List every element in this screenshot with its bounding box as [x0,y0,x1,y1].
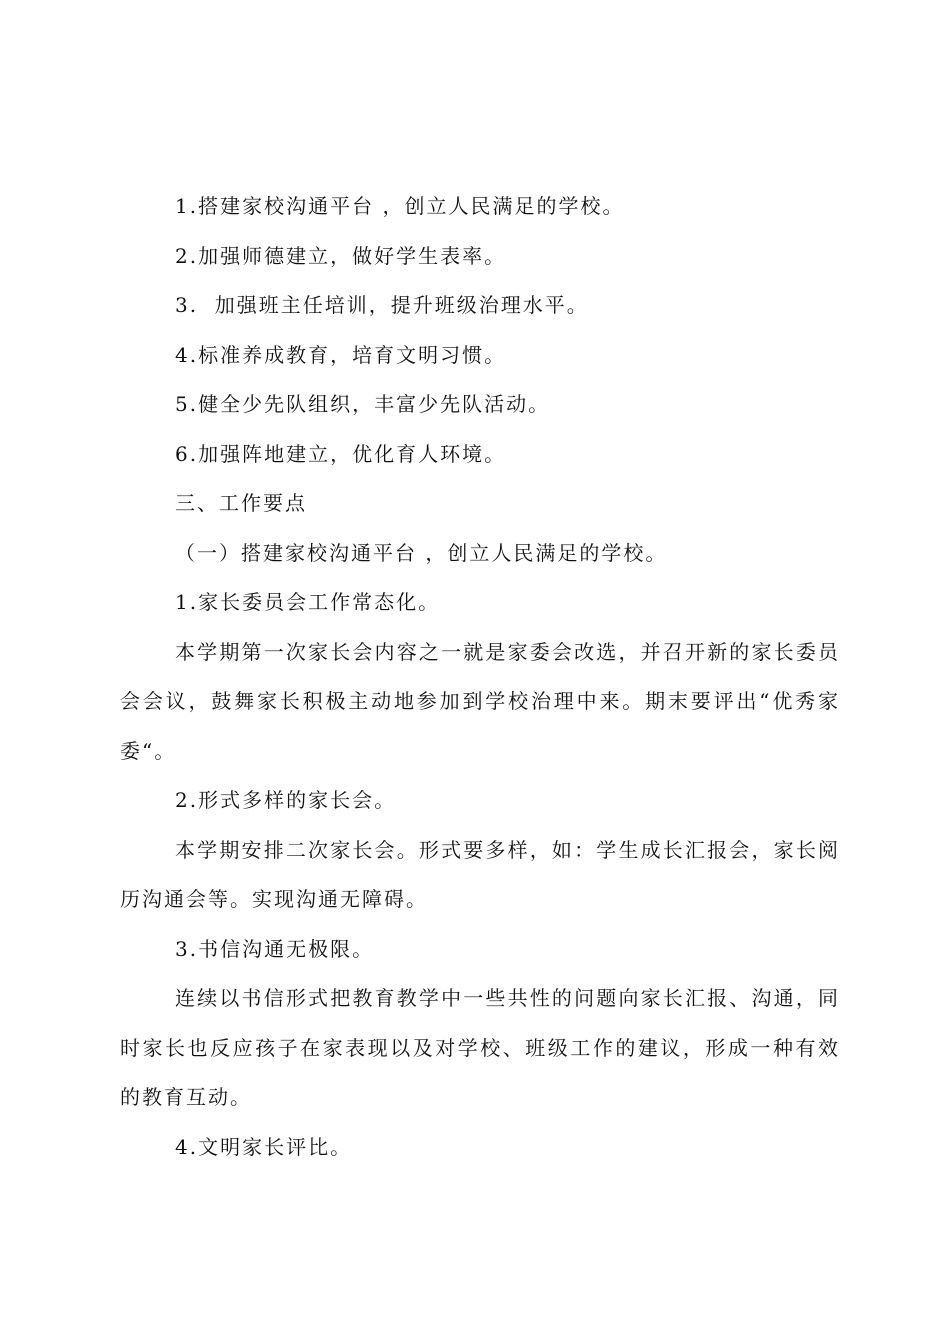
paragraph: 本学期第一次家长会内容之一就是家委会改选，并召开新的家长委员会会议，鼓舞家长积极主动地参加到学校治理中来。期末要评出“优秀家委“。 [120,639,840,763]
paragraph: 4.标准养成教育，培育文明习惯。 [175,342,507,367]
paragraph: 连续以书信形式把教育教学中一些共性的问题向家长汇报、沟通，同时家长也反应孩子在家表现以及对学校、班级工作的建议，形成一种有效的教育互动。 [120,986,840,1109]
paragraph: 2.形式多样的家长会。 [175,788,397,812]
document-body [120,182,840,1172]
paragraph: 本学期安排二次家长会。形式要多样，如：学生成长汇报会，家长阅历沟通会等。实现沟通无障碍。 [120,837,840,911]
paragraph: 4.文明家长评比。 [175,1134,353,1159]
paragraph: 1.家长委员会工作常态化。 [175,590,441,614]
section-heading: 三、工作要点 [175,491,307,515]
paragraph: 3. 加强班主任培训，提升班级治理水平。 [175,293,589,317]
paragraph: 6.加强阵地建立，优化育人环境。 [175,441,507,466]
paragraph: 5.健全少先队组织，丰富少先队活动。 [175,392,551,416]
paragraph: 1.搭建家校沟通平台 ，创立人民满足的学校。 [175,194,625,218]
paragraph: 2.加强师德建立，做好学生表率。 [175,243,507,268]
subsection-heading: （一）搭建家校沟通平台 ，创立人民满足的学校。 [175,540,668,565]
paragraph: 3.书信沟通无极限。 [175,936,375,961]
